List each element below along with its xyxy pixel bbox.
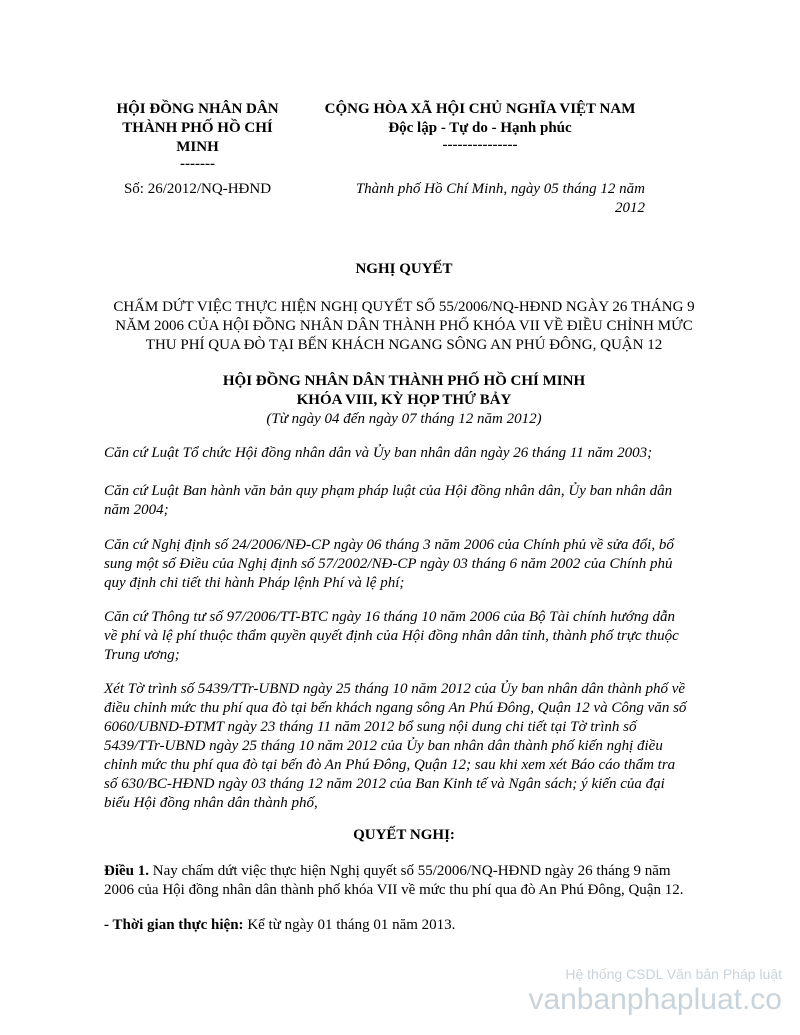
document-number: Số: 26/2012/NQ-HĐND bbox=[123, 181, 272, 197]
preamble-item bbox=[104, 444, 704, 463]
article-1-label: Điều 1. bbox=[104, 863, 149, 879]
watermark-line-1: Hệ thống CSDL Văn bản Pháp luật bbox=[565, 966, 782, 982]
preamble-line: Căn cứ Nghị định số 24/2006/NĐ-CP ngày 06 tháng 3 năm 2006 của Chính phủ về sửa đổi, bổ bbox=[104, 537, 674, 553]
preamble-item bbox=[104, 482, 704, 520]
preamble-item bbox=[104, 536, 704, 593]
national-motto: Độc lập - Tự do - Hạnh phúc bbox=[388, 120, 572, 136]
preamble-line: năm 2004; bbox=[104, 502, 169, 518]
subject-line: CHẤM DỨT VIỆC THỰC HIỆN NGHỊ QUYẾT SỐ 55/2006/NQ-HĐND NGÀY 26 THÁNG 9 bbox=[113, 299, 695, 315]
watermark-site: vanbanphapluat.co bbox=[528, 983, 782, 1016]
article-1-text: Nay chấm dứt việc thực hiện Nghị quyết số 55/2006/NQ-HĐND ngày 26 tháng 9 năm bbox=[149, 863, 671, 879]
effective-date bbox=[104, 916, 704, 935]
national-title: CỘNG HÒA XÃ HỘI CHỦ NGHĨA VIỆT NAM bbox=[324, 101, 636, 117]
place-date-line-1: Thành phố Hồ Chí Minh, ngày 05 tháng 12 năm bbox=[355, 181, 645, 197]
preamble-item bbox=[104, 608, 704, 665]
article-1 bbox=[104, 862, 704, 900]
effective-date-text: Kể từ ngày 01 tháng 01 năm 2013. bbox=[243, 917, 456, 933]
preamble-item bbox=[104, 680, 704, 813]
authority-line-1: HỘI ĐỒNG NHÂN DÂN bbox=[116, 101, 279, 117]
council-name: HỘI ĐỒNG NHÂN DÂN THÀNH PHỐ HỒ CHÍ MINH bbox=[222, 373, 586, 389]
preamble-line: biểu Hội đồng nhân dân thành phố, bbox=[104, 795, 318, 811]
preamble-line: 6060/UBND-ĐTMT ngày 23 tháng 11 năm 2012 bổ sung nội dung chi tiết tại Tờ trình số bbox=[104, 719, 637, 735]
authority-line-3: MINH bbox=[176, 139, 219, 155]
preamble-line: Trung ương; bbox=[104, 647, 180, 663]
preamble-line: về phí và lệ phí thuộc thẩm quyền quyết định của Hội đồng nhân dân tỉnh, thành phố trực thuộc bbox=[104, 628, 679, 644]
preamble-line: số 630/BC-HĐND ngày 03 tháng 12 năm 2012 của Ban Kinh tế và Ngân sách; ý kiến của đại bbox=[104, 776, 665, 792]
council-session-name: KHÓA VIII, KỲ HỌP THỨ BẢY bbox=[296, 392, 512, 408]
article-1-line-1 bbox=[104, 862, 704, 881]
authority-line-2: THÀNH PHỐ HỒ CHÍ bbox=[122, 120, 273, 136]
document-subject bbox=[104, 298, 704, 355]
subject-line: THU PHÍ QUA ĐÒ TẠI BẾN KHÁCH NGANG SÔNG AN PHÚ ĐÔNG, QUẬN 12 bbox=[145, 337, 663, 353]
preamble-line: quy định chi tiết thi hành Pháp lệnh Phí và lệ phí; bbox=[104, 575, 405, 591]
authority-dashes: ------- bbox=[180, 156, 215, 172]
preamble-line: sung một số Điều của Nghị định số 57/2002/NĐ-CP ngày 03 tháng 6 năm 2002 của Chính phủ bbox=[104, 556, 673, 572]
council-session-dates: (Từ ngày 04 đến ngày 07 tháng 12 năm 2012) bbox=[266, 411, 542, 427]
subject-line: NĂM 2006 CỦA HỘI ĐỒNG NHÂN DÂN THÀNH PHỐ KHÓA VII VỀ ĐIỀU CHỈNH MỨC bbox=[115, 318, 693, 334]
effective-date-label: - Thời gian thực hiện: bbox=[104, 917, 244, 933]
preamble-line: Căn cứ Thông tư số 97/2006/TT-BTC ngày 16 tháng 10 năm 2006 của Bộ Tài chính hướng dẫn bbox=[104, 609, 676, 625]
preamble-line: Căn cứ Luật Ban hành văn bản quy phạm pháp luật của Hội đồng nhân dân, Ủy ban nhân dân bbox=[104, 483, 673, 499]
article-1-line-2: 2006 của Hội đồng nhân dân thành phố khóa VII về mức thu phí qua đò An Phú Đông, Quận 12. bbox=[104, 882, 684, 898]
preamble-line: 5439/TTr-UBND ngày 25 tháng 10 năm 2012 của Ủy ban nhân dân thành phố kiến nghị điều bbox=[104, 738, 663, 754]
preamble-line: chỉnh mức thu phí qua đò tại bến đò An Phú Đông, Quận 12; sau khi xem xét Báo cáo thẩm tra bbox=[104, 757, 676, 773]
preamble-line: Xét Tờ trình số 5439/TTr-UBND ngày 25 tháng 10 năm 2012 của Ủy ban nhân dân thành phố về bbox=[104, 681, 686, 697]
preamble-line: điều chỉnh mức thu phí qua đò tại bến khách ngang sông An Phú Đông, Quận 12 và Công văn số bbox=[104, 700, 687, 716]
preamble-line: Căn cứ Luật Tổ chức Hội đồng nhân dân và Ủy ban nhân dân ngày 26 tháng 11 năm 2003; bbox=[104, 445, 653, 461]
document-type: NGHỊ QUYẾT bbox=[355, 261, 453, 277]
council-block bbox=[104, 372, 704, 429]
motto-dashes: --------------- bbox=[442, 137, 518, 153]
issuing-authority bbox=[105, 100, 290, 199]
place-date-line-2: 2012 bbox=[615, 200, 645, 216]
decision-heading: QUYẾT NGHỊ: bbox=[353, 827, 455, 843]
national-title-block bbox=[300, 100, 660, 218]
